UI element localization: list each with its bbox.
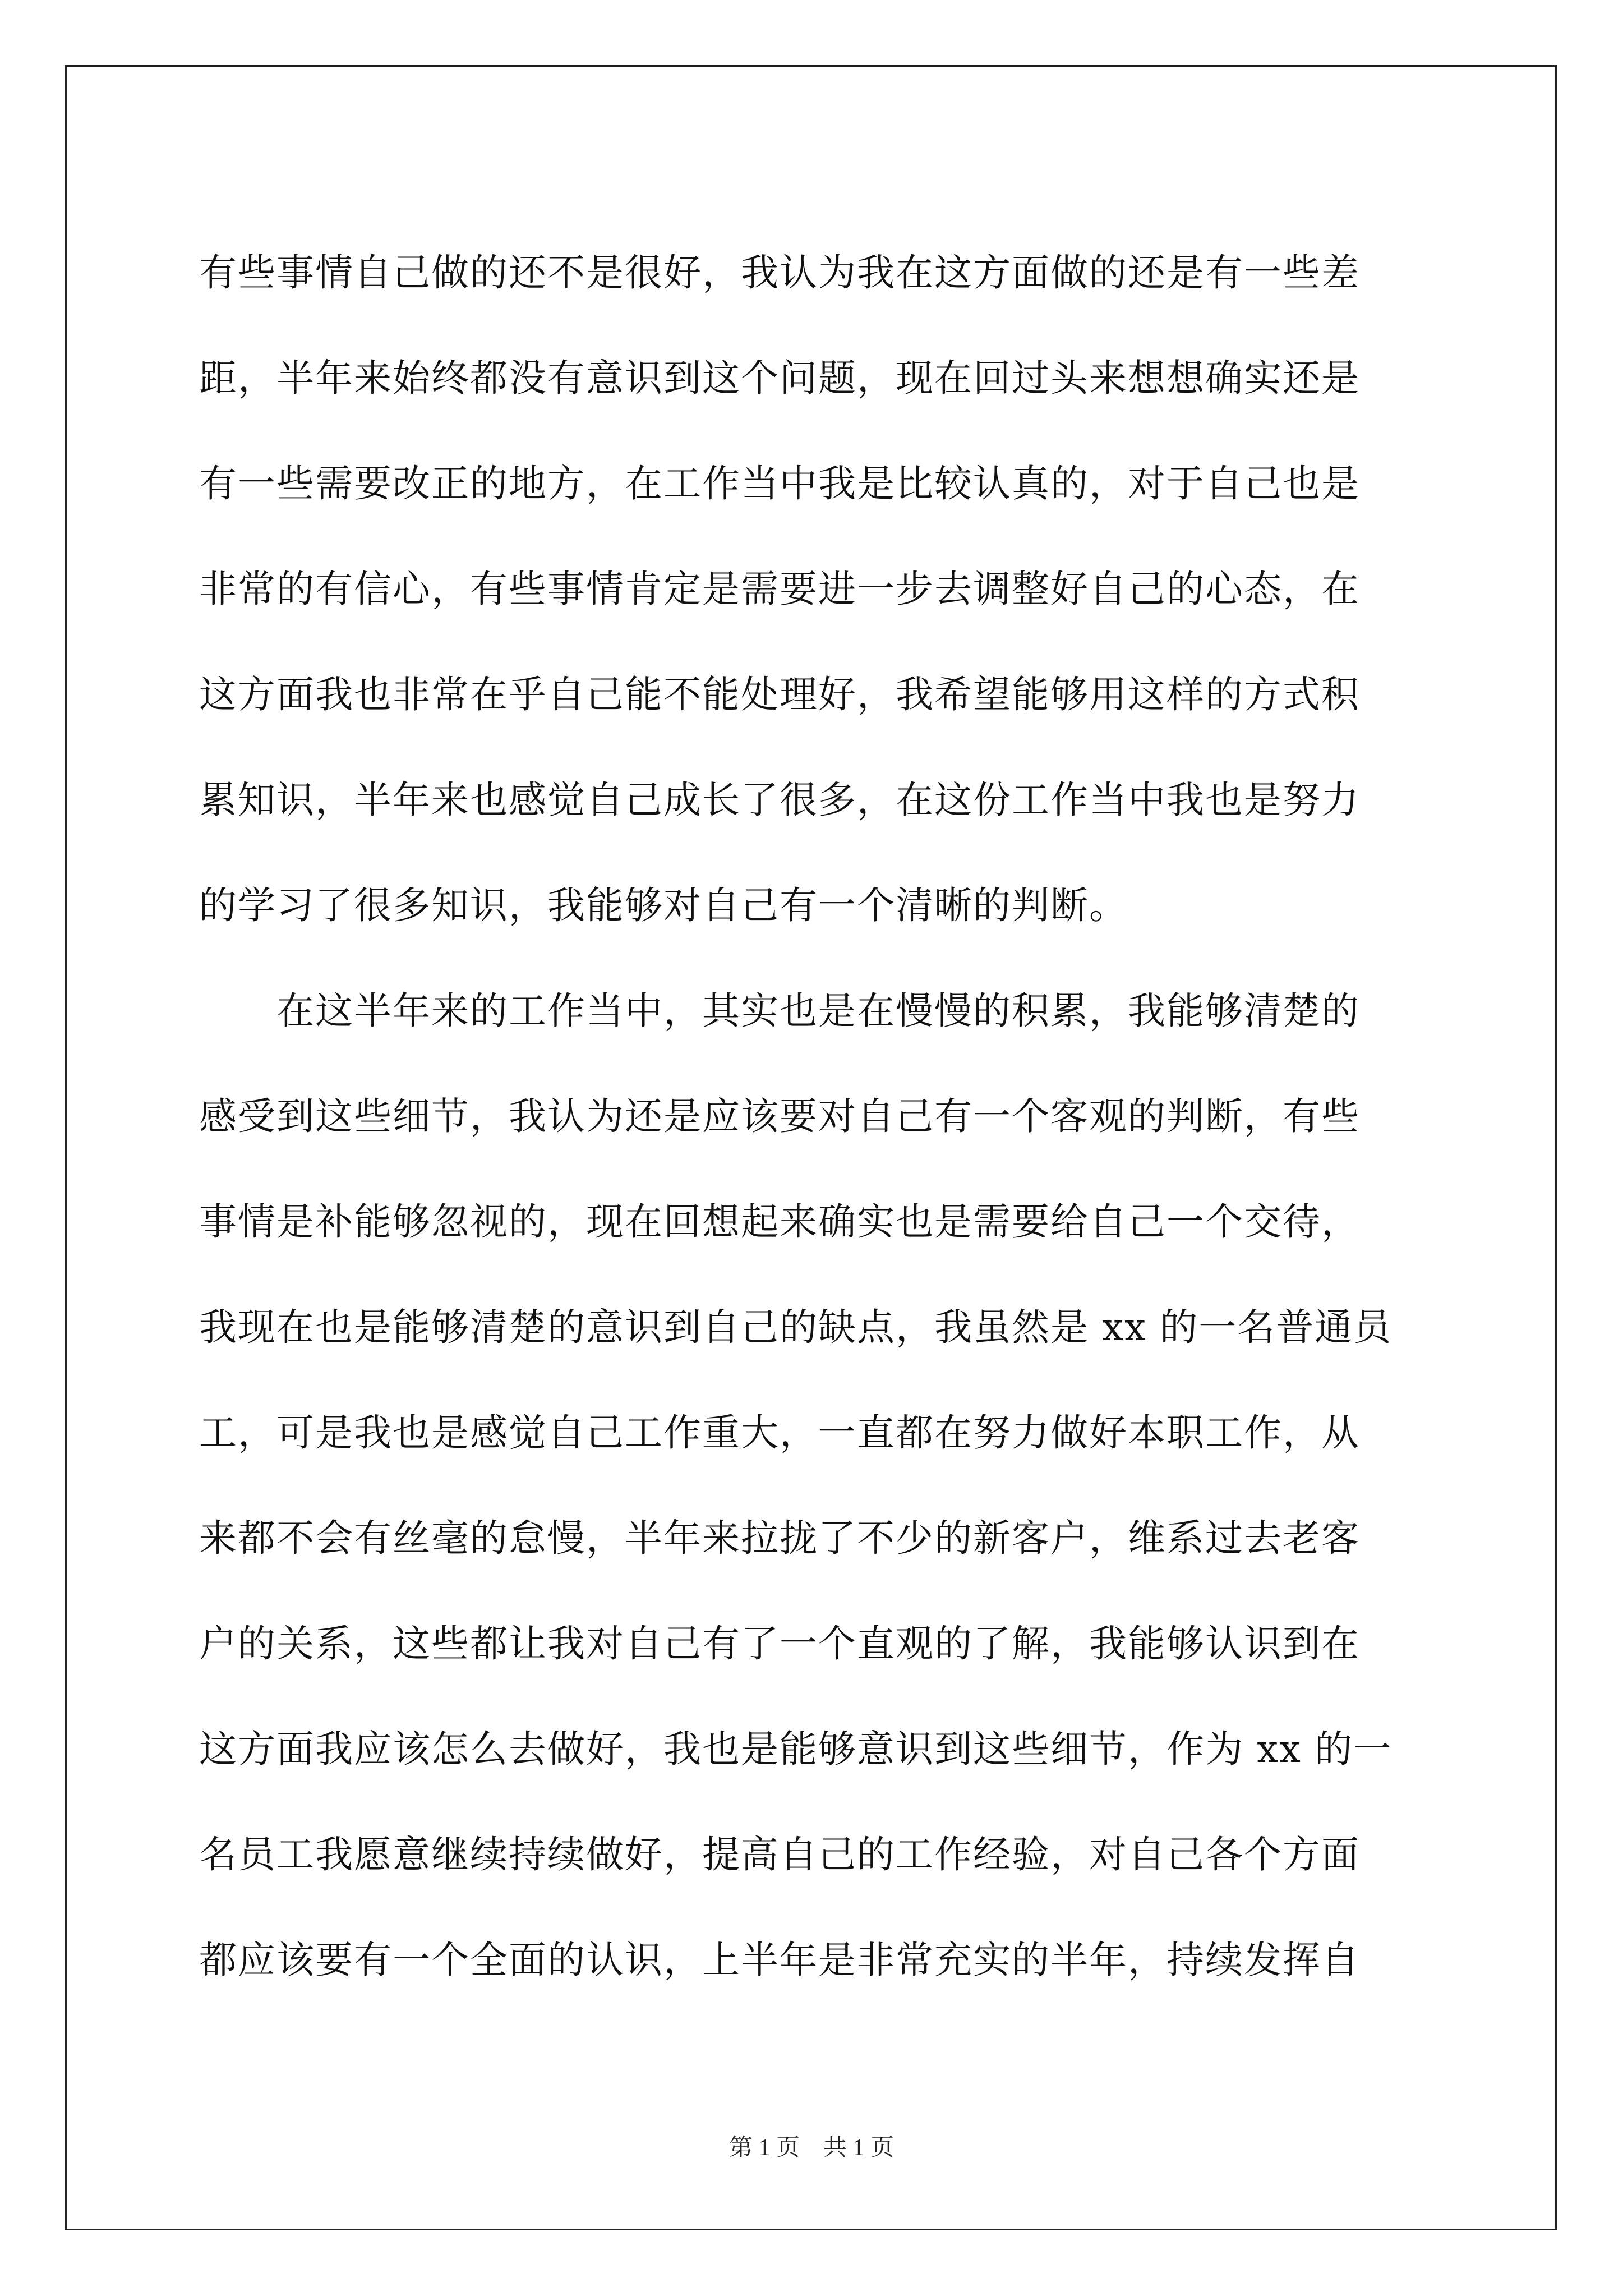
text-line: 名员工我愿意继续持续做好，提高自己的工作经验，对自己各个方面	[199, 1833, 1360, 1876]
text-line: 累知识，半年来也感觉自己成长了很多，在这份工作当中我也是努力	[199, 778, 1360, 822]
text-line: 来都不会有丝毫的怠慢，半年来拉拢了不少的新客户，维系过去老客	[199, 1516, 1360, 1560]
text-line: 有些事情自己做的还不是很好，我认为我在这方面做的还是有一些差	[199, 251, 1360, 295]
text-line: 有一些需要改正的地方，在工作当中我是比较认真的，对于自己也是	[199, 462, 1360, 505]
text-line: 非常的有信心，有些事情肯定是需要进一步去调整好自己的心态，在	[199, 567, 1360, 611]
text-line: 我现在也是能够清楚的意识到自己的缺点，我虽然是 xx 的一名普通员	[199, 1305, 1393, 1349]
text-line: 距，半年来始终都没有意识到这个问题，现在回过头来想想确实还是	[199, 356, 1360, 400]
text-line: 的学习了很多知识，我能够对自己有一个清晰的判断。	[199, 884, 1128, 927]
page-footer: 第 1 页 共 1 页	[728, 2135, 894, 2161]
text-line: 在这半年来的工作当中，其实也是在慢慢的积累，我能够清楚的	[199, 989, 1360, 1033]
text-line: 户的关系，这些都让我对自己有了一个直观的了解，我能够认识到在	[199, 1622, 1360, 1665]
text-line: 工，可是我也是感觉自己工作重大，一直都在努力做好本职工作，从	[199, 1411, 1360, 1455]
text-line: 这方面我也非常在乎自己能不能处理好，我希望能够用这样的方式积	[199, 673, 1360, 716]
text-line: 事情是补能够忽视的，现在回想起来确实也是需要给自己一个交待，	[199, 1200, 1360, 1244]
text-line: 都应该要有一个全面的认识，上半年是非常充实的半年，持续发挥自	[199, 1938, 1360, 1982]
text-line: 感受到这些细节，我认为还是应该要对自己有一个客观的判断，有些	[199, 1094, 1360, 1138]
document-body	[199, 220, 1427, 2013]
text-line: 这方面我应该怎么去做好，我也是能够意识到这些细节，作为 xx 的一	[199, 1727, 1393, 1771]
